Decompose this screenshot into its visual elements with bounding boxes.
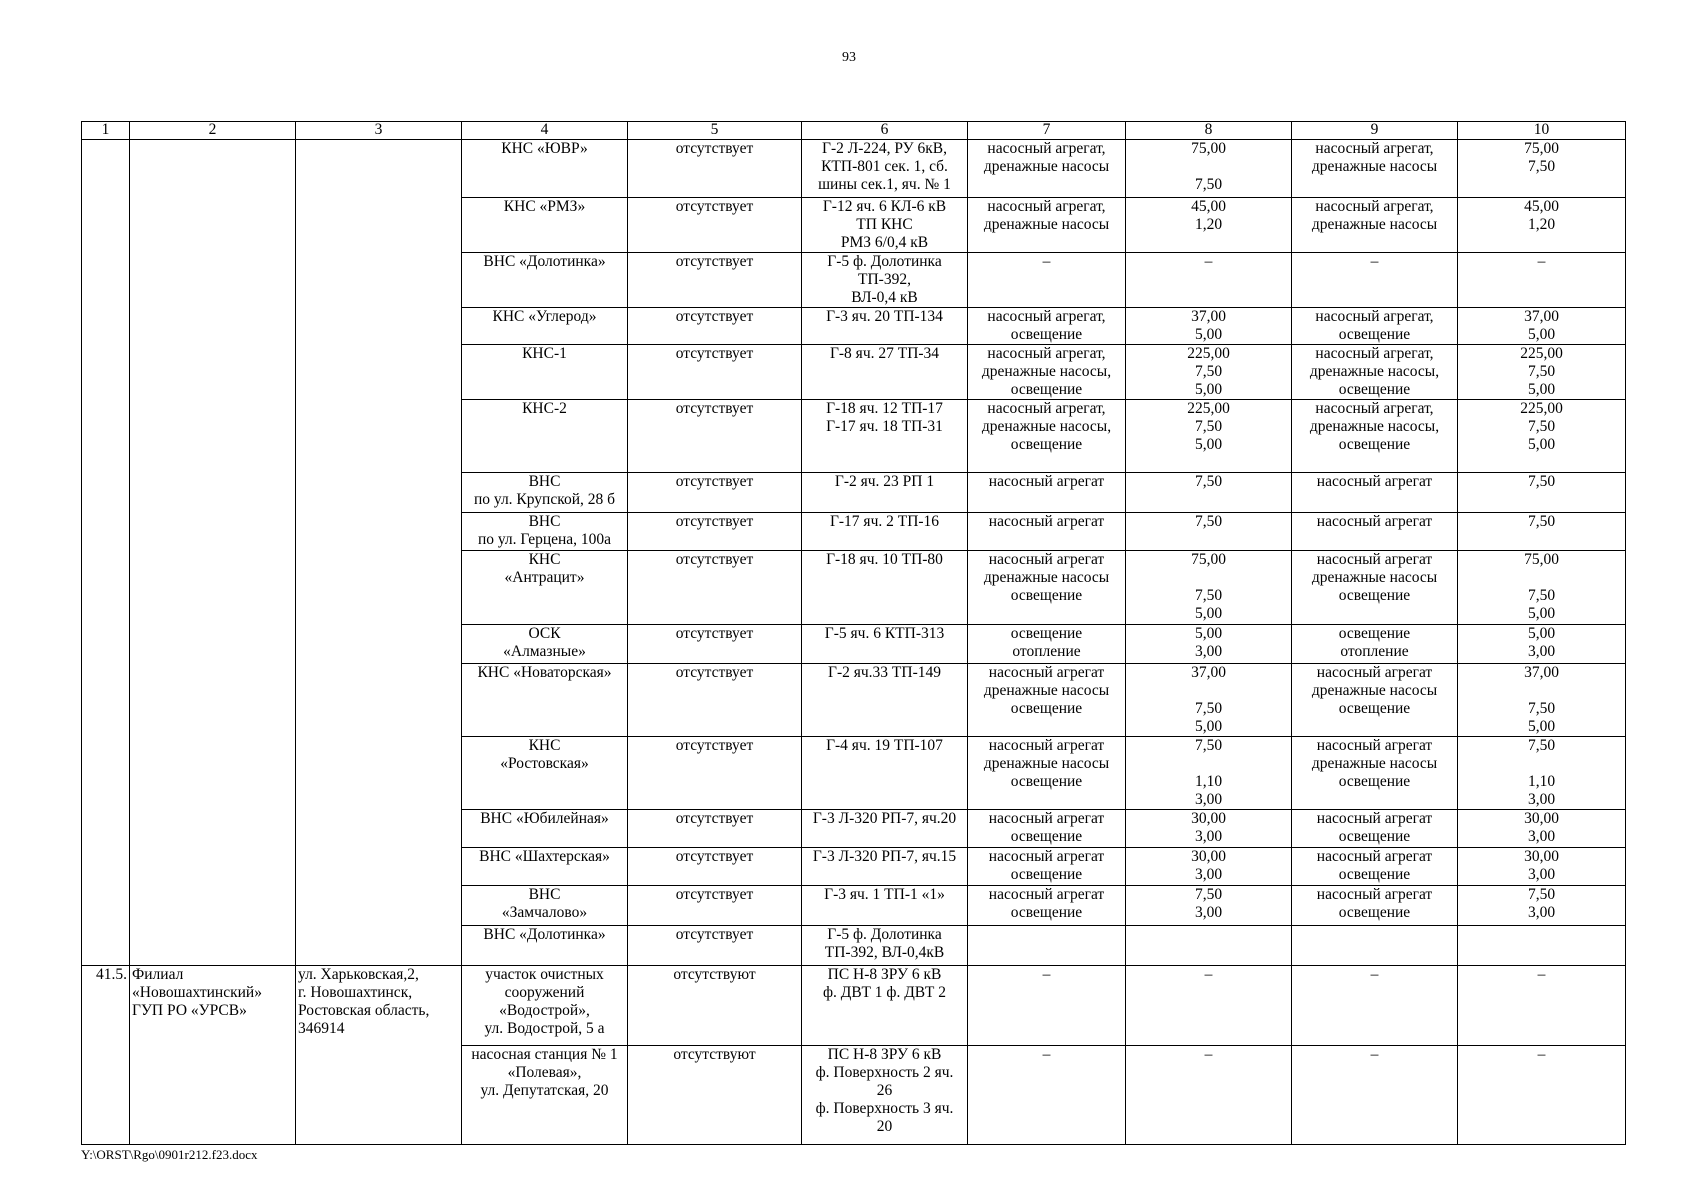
power-cell: 45,00 1,20 bbox=[1458, 198, 1626, 253]
equipment-cell: насосный агрегат, дренажные насосы bbox=[1292, 198, 1458, 253]
equipment-cell: насосный агрегат дренажные насосы освещение bbox=[1292, 737, 1458, 810]
equipment-cell: насосный агрегат освещение bbox=[968, 810, 1126, 848]
feeder-cell: Г-18 яч. 12 ТП-17 Г-17 яч. 18 ТП-31 bbox=[802, 400, 968, 473]
header-row bbox=[82, 122, 1626, 140]
equipment-cell: – bbox=[968, 253, 1126, 308]
column-header: 5 bbox=[628, 122, 802, 140]
power-cell: 37,00 7,50 5,00 bbox=[1458, 664, 1626, 737]
entry-number-cell: 41.5. bbox=[82, 966, 130, 1145]
power-cell: – bbox=[1126, 253, 1292, 308]
equipment-cell: – bbox=[968, 1046, 1126, 1145]
equipment-cell: насосный агрегат освещение bbox=[1292, 848, 1458, 886]
status-cell: отсутствует bbox=[628, 400, 802, 473]
column-header: 6 bbox=[802, 122, 968, 140]
equipment-cell: насосный агрегат дренажные насосы освещение bbox=[968, 664, 1126, 737]
address-cell: ул. Харьковская,2, г. Новошахтинск, Ростовская область, 346914 bbox=[296, 966, 462, 1145]
power-cell: 30,00 3,00 bbox=[1126, 810, 1292, 848]
column-header: 2 bbox=[130, 122, 296, 140]
equipment-cell: насосный агрегат, освещение bbox=[968, 308, 1126, 345]
equipment-table bbox=[81, 121, 1626, 1145]
power-cell: 5,00 3,00 bbox=[1458, 625, 1626, 664]
equipment-cell: освещение отопление bbox=[968, 625, 1126, 664]
object-cell: ВНС «Замчалово» bbox=[462, 886, 628, 926]
power-cell: – bbox=[1458, 966, 1626, 1046]
object-cell: КНС «РМЗ» bbox=[462, 198, 628, 253]
column-header: 4 bbox=[462, 122, 628, 140]
equipment-cell: насосный агрегат, дренажные насосы, освещение bbox=[968, 345, 1126, 400]
status-cell: отсутствует bbox=[628, 253, 802, 308]
power-cell: 75,00 7,50 5,00 bbox=[1458, 551, 1626, 625]
equipment-cell: насосный агрегат bbox=[1292, 473, 1458, 513]
equipment-cell: – bbox=[1292, 253, 1458, 308]
footer-file-path: Y:\ORST\Rgo\0901r212.f23.docx bbox=[81, 1147, 258, 1162]
feeder-cell: Г-18 яч. 10 ТП-80 bbox=[802, 551, 968, 625]
status-cell: отсутствует bbox=[628, 737, 802, 810]
equipment-cell bbox=[1292, 926, 1458, 966]
object-cell: насосная станция № 1 «Полевая», ул. Депутатская, 20 bbox=[462, 1046, 628, 1145]
status-cell: отсутствует bbox=[628, 551, 802, 625]
empty-org-cell bbox=[130, 140, 296, 966]
object-cell: ВНС «Юбилейная» bbox=[462, 810, 628, 848]
equipment-cell: насосный агрегат, дренажные насосы bbox=[1292, 140, 1458, 198]
organization-cell: Филиал «Новошахтинский» ГУП РО «УРСВ» bbox=[130, 966, 296, 1145]
feeder-cell: Г-12 яч. 6 КЛ-6 кВ ТП КНС РМЗ 6/0,4 кВ bbox=[802, 198, 968, 253]
equipment-cell: насосный агрегат дренажные насосы освещение bbox=[968, 737, 1126, 810]
equipment-cell: насосный агрегат, освещение bbox=[1292, 308, 1458, 345]
status-cell: отсутствуют bbox=[628, 1046, 802, 1145]
power-cell: 7,50 bbox=[1458, 513, 1626, 551]
equipment-cell: насосный агрегат bbox=[968, 513, 1126, 551]
feeder-cell: Г-5 ф. Долотинка ТП-392, ВЛ-0,4 кВ bbox=[802, 253, 968, 308]
status-cell: отсутствуют bbox=[628, 966, 802, 1046]
power-cell: 37,00 5,00 bbox=[1126, 308, 1292, 345]
column-header: 3 bbox=[296, 122, 462, 140]
feeder-cell: Г-4 яч. 19 ТП-107 bbox=[802, 737, 968, 810]
status-cell: отсутствует bbox=[628, 513, 802, 551]
power-cell bbox=[1458, 926, 1626, 966]
power-cell: 45,00 1,20 bbox=[1126, 198, 1292, 253]
status-cell: отсутствует bbox=[628, 810, 802, 848]
power-cell: 225,00 7,50 5,00 bbox=[1126, 400, 1292, 473]
power-cell: 75,00 7,50 bbox=[1126, 140, 1292, 198]
equipment-cell: освещение отопление bbox=[1292, 625, 1458, 664]
feeder-cell: Г-3 Л-320 РП-7, яч.15 bbox=[802, 848, 968, 886]
feeder-cell: Г-5 ф. Долотинка ТП-392, ВЛ-0,4кВ bbox=[802, 926, 968, 966]
equipment-cell: насосный агрегат, дренажные насосы, освещение bbox=[1292, 345, 1458, 400]
feeder-cell: Г-8 яч. 27 ТП-34 bbox=[802, 345, 968, 400]
power-cell bbox=[1126, 926, 1292, 966]
status-cell: отсутствует bbox=[628, 625, 802, 664]
equipment-cell: насосный агрегат bbox=[968, 473, 1126, 513]
empty-address-cell bbox=[296, 140, 462, 966]
object-cell: КНС «Ростовская» bbox=[462, 737, 628, 810]
status-cell: отсутствует bbox=[628, 664, 802, 737]
power-cell: – bbox=[1126, 1046, 1292, 1145]
feeder-cell: Г-5 яч. 6 КТП-313 bbox=[802, 625, 968, 664]
equipment-cell: насосный агрегат освещение bbox=[1292, 886, 1458, 926]
power-cell: 5,00 3,00 bbox=[1126, 625, 1292, 664]
equipment-cell: насосный агрегат, дренажные насосы bbox=[968, 198, 1126, 253]
power-cell: – bbox=[1126, 966, 1292, 1046]
column-header: 10 bbox=[1458, 122, 1626, 140]
status-cell: отсутствует bbox=[628, 848, 802, 886]
equipment-cell: насосный агрегат, дренажные насосы bbox=[968, 140, 1126, 198]
equipment-cell: – bbox=[1292, 966, 1458, 1046]
power-cell: – bbox=[1458, 1046, 1626, 1145]
column-header: 9 bbox=[1292, 122, 1458, 140]
object-cell: КНС-2 bbox=[462, 400, 628, 473]
object-cell: КНС «ЮВР» bbox=[462, 140, 628, 198]
feeder-cell: Г-17 яч. 2 ТП-16 bbox=[802, 513, 968, 551]
power-cell: 7,50 1,10 3,00 bbox=[1126, 737, 1292, 810]
equipment-cell: насосный агрегат дренажные насосы освещение bbox=[968, 551, 1126, 625]
equipment-cell: насосный агрегат освещение bbox=[1292, 810, 1458, 848]
equipment-cell: – bbox=[968, 966, 1126, 1046]
object-cell: КНС «Новаторская» bbox=[462, 664, 628, 737]
status-cell: отсутствует bbox=[628, 198, 802, 253]
column-header: 7 bbox=[968, 122, 1126, 140]
feeder-cell: Г-2 яч. 23 РП 1 bbox=[802, 473, 968, 513]
status-cell: отсутствует bbox=[628, 473, 802, 513]
object-cell: ВНС по ул. Крупской, 28 б bbox=[462, 473, 628, 513]
power-cell: 37,00 5,00 bbox=[1458, 308, 1626, 345]
status-cell: отсутствует bbox=[628, 140, 802, 198]
object-cell: участок очистных сооружений «Водострой», ул. Водострой, 5 а bbox=[462, 966, 628, 1046]
feeder-cell: Г-3 яч. 1 ТП-1 «1» bbox=[802, 886, 968, 926]
equipment-cell: насосный агрегат освещение bbox=[968, 886, 1126, 926]
table-row bbox=[82, 140, 1626, 198]
power-cell: 30,00 3,00 bbox=[1458, 810, 1626, 848]
object-cell: КНС «Углерод» bbox=[462, 308, 628, 345]
object-cell: КНС-1 bbox=[462, 345, 628, 400]
column-header: 8 bbox=[1126, 122, 1292, 140]
power-cell: 7,50 3,00 bbox=[1126, 886, 1292, 926]
status-cell: отсутствует bbox=[628, 886, 802, 926]
equipment-cell: насосный агрегат дренажные насосы освещение bbox=[1292, 551, 1458, 625]
feeder-cell: Г-2 Л-224, РУ 6кВ, КТП-801 сек. 1, сб. шины сек.1, яч. № 1 bbox=[802, 140, 968, 198]
object-cell: КНС «Антрацит» bbox=[462, 551, 628, 625]
power-cell: 37,00 7,50 5,00 bbox=[1126, 664, 1292, 737]
column-header: 1 bbox=[82, 122, 130, 140]
status-cell: отсутствует bbox=[628, 308, 802, 345]
power-cell: 7,50 bbox=[1458, 473, 1626, 513]
equipment-cell bbox=[968, 926, 1126, 966]
feeder-cell: ПС Н-8 ЗРУ 6 кВ ф. ДВТ 1 ф. ДВТ 2 bbox=[802, 966, 968, 1046]
equipment-cell: насосный агрегат, дренажные насосы, освещение bbox=[968, 400, 1126, 473]
feeder-cell: ПС Н-8 ЗРУ 6 кВ ф. Поверхность 2 яч. 26 ф. Поверхность 3 яч. 20 bbox=[802, 1046, 968, 1145]
power-cell: 75,00 7,50 5,00 bbox=[1126, 551, 1292, 625]
object-cell: ВНС «Долотинка» bbox=[462, 926, 628, 966]
feeder-cell: Г-3 Л-320 РП-7, яч.20 bbox=[802, 810, 968, 848]
object-cell: ВНС «Шахтерская» bbox=[462, 848, 628, 886]
object-cell: ВНС по ул. Герцена, 100а bbox=[462, 513, 628, 551]
feeder-cell: Г-2 яч.33 ТП-149 bbox=[802, 664, 968, 737]
equipment-cell: насосный агрегат освещение bbox=[968, 848, 1126, 886]
status-cell: отсутствует bbox=[628, 345, 802, 400]
power-cell: 7,50 bbox=[1126, 473, 1292, 513]
status-cell: отсутствует bbox=[628, 926, 802, 966]
power-cell: 225,00 7,50 5,00 bbox=[1126, 345, 1292, 400]
power-cell: 30,00 3,00 bbox=[1126, 848, 1292, 886]
equipment-cell: насосный агрегат, дренажные насосы, освещение bbox=[1292, 400, 1458, 473]
power-cell: 75,00 7,50 bbox=[1458, 140, 1626, 198]
power-cell: 7,50 3,00 bbox=[1458, 886, 1626, 926]
power-cell: 30,00 3,00 bbox=[1458, 848, 1626, 886]
table-row bbox=[82, 966, 1626, 1046]
equipment-cell: насосный агрегат дренажные насосы освещение bbox=[1292, 664, 1458, 737]
power-cell: 225,00 7,50 5,00 bbox=[1458, 345, 1626, 400]
equipment-cell: – bbox=[1292, 1046, 1458, 1145]
power-cell: 7,50 bbox=[1126, 513, 1292, 551]
object-cell: ОСК «Алмазные» bbox=[462, 625, 628, 664]
page-number: 93 bbox=[842, 50, 856, 65]
power-cell: 7,50 1,10 3,00 bbox=[1458, 737, 1626, 810]
object-cell: ВНС «Долотинка» bbox=[462, 253, 628, 308]
power-cell: – bbox=[1458, 253, 1626, 308]
feeder-cell: Г-3 яч. 20 ТП-134 bbox=[802, 308, 968, 345]
power-cell: 225,00 7,50 5,00 bbox=[1458, 400, 1626, 473]
empty-number-cell bbox=[82, 140, 130, 966]
equipment-cell: насосный агрегат bbox=[1292, 513, 1458, 551]
